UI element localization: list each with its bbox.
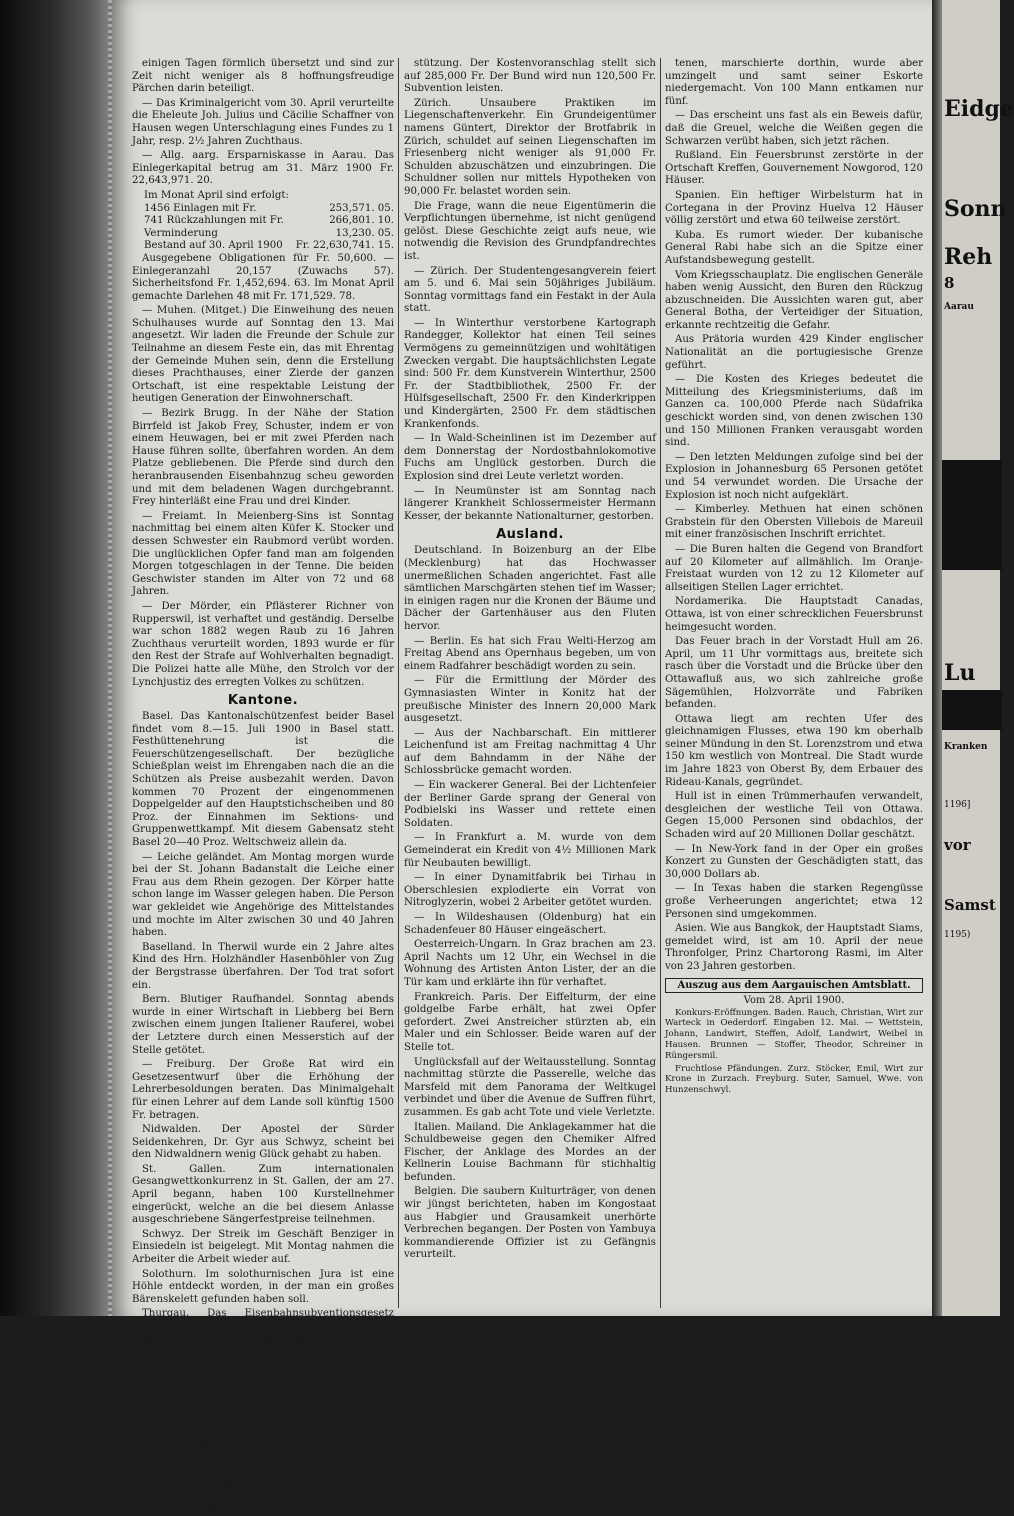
- ledger-label: 741 Rückzahlungen mit Fr.: [144, 215, 284, 227]
- gazette-notices: [665, 1008, 923, 1096]
- column-left: [132, 58, 394, 1515]
- paragraph: Belgien. Die saubern Kulturträger, von denen wir jüngst berichteten, haben im Kongostaat aus Habgier und Grausamkeit unerhörte Verbrechen begangen. Der Posten von Yambuya kommandierende Offizier ist zu Gefängnis verurteilt.: [404, 1186, 656, 1261]
- paragraph: — Aus der Nachbarschaft. Ein mittlerer Leichenfund ist am Freitag nachmittag 4 Uhr auf dem Bahndamm in der Nähe der Schlossbrücke gemacht worden.: [404, 727, 656, 777]
- ledger-value: 253,571. 05.: [329, 202, 394, 214]
- paragraph: Spanien. Ein heftiger Wirbelsturm hat in Cortegana in der Provinz Huelva 12 Häuser völlig zerstört und etwa 60 teilweise zerstört.: [665, 189, 923, 227]
- paragraph: — Die Buren halten die Gegend von Brandfort auf 20 Kilometer auf allmählich. Im Oranje-Freistaat wurden von 12 zu 12 Kilometer auf allseitigen Stellen Lager errichtet.: [665, 543, 923, 593]
- paragraph: — Der Mörder, ein Pflästerer Richner von Rupperswil, ist verhaftet und geständig. Derselbe war schon 1882 wegen Raub zu 16 Jahren Zuchthaus verurteilt worden, 1893 wurde er für den Rest der Strafe auf Wohlverhalten begnadigt. Die Polizei hatte alle Mühe, den Strolch vor der Lynchjustiz des erregten Volkes zu schützen.: [132, 600, 394, 688]
- paragraph: Basel. Das Kantonalschützenfest beider Basel findet vom 8.—15. Juli 1900 in Basel statt. Festhüttenehrung ist die Feuerschützengesellschaft. Der bezügliche Schießplan weist im Ehrengaben nach die an die Schützen als Preise ausbezahlt werden. Davon kommen 70 Prozent der eingenommenen Doppelgelder auf den Hauptstichscheiben und 80 Proz. der Einnahmen im Sektions- und Gruppenwettkampf. Mit diesem Gabensatz steht Basel 20—40 Proz. Weltschweiz allein da.: [132, 711, 394, 849]
- ledger-label: 1456 Einlagen mit Fr.: [144, 202, 257, 214]
- column-rule: [660, 58, 661, 1308]
- column-right: [665, 58, 923, 1308]
- ledger-row: [132, 228, 394, 241]
- fragment-text: Aarau: [944, 302, 974, 312]
- fragment-text: Reh: [944, 244, 993, 270]
- paragraph: Ottawa liegt am rechten Ufer des gleichnamigen Flusses, etwa 190 km oberhalb seiner Mündung in den St. Lorenzstrom und etwa 150 km westlich von Montreal. Die Stadt wurde im Jahre 1823 von Oberst By, dem Erbauer des Rideau-Kanals, gegründet.: [665, 713, 923, 788]
- paragraph: Baselland. In Therwil wurde ein 2 Jahre altes Kind des Hrn. Holzhändler Hasenböhler von Zug der Bergstrasse überfahren. Der Tod trat sofort ein.: [132, 941, 394, 991]
- ledger-row: [132, 215, 394, 228]
- gazette-date: Vom 28. April 1900.: [743, 994, 845, 1006]
- section-heading: Kantone.: [227, 693, 299, 709]
- paragraph: — Die Kosten des Krieges bedeutet die Mitteilung des Kriegsministeriums, daß im Ganzen ca. 100,000 Pferde nach Südafrika geschickt worden sind, von denen zwischen 130 und 150 Millionen Franken verausgabt worden sind.: [665, 374, 923, 449]
- column-middle: [404, 58, 656, 1308]
- paragraph: — Das Spiel mit dem Schießgewehr hat wieder ein Opfer gefordert. In Chateau d'Oex gab ein 14jähriger Knabe, der mit einem Revolver spielte, einen Schuß ab, der ein Mädchen ins Gesicht traf.: [132, 1400, 394, 1450]
- paragraph: — In einer Dynamitfabrik bei Tirhau in Oberschlesien explodierte ein Vorrat von Nitroglyzerin, wobei 2 Arbeiter getötet wurden.: [404, 872, 656, 909]
- paragraph: Frankreich. Paris. Der Eiffelturm, der eine goldgelbe Farbe erhält, hat zwei Opfer gefordert. Zwei Anstreicher stürzten ab, ein Maler und ein Schlosser. Beide waren auf der Stelle tot.: [404, 991, 656, 1053]
- fragment-text: 8: [944, 274, 955, 292]
- paragraph: — Muhen. (Mitget.) Die Einweihung des neuen Schulhauses wurde auf Sonntag den 13. Mai angesetzt. Wir laden die Freunde der Schule zur Teilnahme an diesem Feste ein, das mit Ehrentag der Gemeinde Muhen sein, denn die Erstellung dieses Prachthauses, einer Zierde der ganzen Ortschaft, ist eine respektable Leistung der heutigen Generation der Einwohnerschaft.: [132, 305, 394, 405]
- paragraph: — In Winterthur verstorbene Kartograph Randegger, Kollektor hat einen Teil seines Vermögens zu gemeinnützigen und wohltätigen Zwecken vergabt. Die hauptsächlichsten Legate sind: 500 Fr. dem Kunstverein Winterthur, 2500 Fr. der Stadtbibliothek, 2500 Fr. der Hülfsgesellschaft, 2500 Fr. den Kinderkrippen und Kindergärten, 2500 Fr. dem städtischen Krankenfonds.: [404, 317, 656, 430]
- paragraph: — In Neumünster ist am Sonntag nach längerer Krankheit Schlossermeister Hermann Kesser, der bekannte Nationalturner, gestorben.: [404, 485, 656, 522]
- paragraph: — Berlin. Es hat sich Frau Welti-Herzog am Freitag Abend ans Opernhaus begeben, um von einem Radfahrer beschädigt worden zu sein.: [404, 635, 656, 672]
- paragraph: — Freiburg. Der Große Rat wird ein Gesetzesentwurf über die Erhöhung der Lehrerbesoldungen beraten. Das Minimalgehalt für einen Lehrer auf dem Lande soll künftig 1500 Fr. betragen.: [132, 1059, 394, 1121]
- paragraph: — Ein wackerer General. Bei der Lichtenfeier der Berliner Garde sprang der General von Podbielski ins Wasser und rettete einen Soldaten.: [404, 780, 656, 829]
- fragment-text: 1195): [944, 930, 971, 940]
- fragment-text: 1196]: [944, 800, 971, 810]
- paragraph: — Bezirk Brugg. In der Nähe der Station Birrfeld ist Jakob Frey, Schuster, indem er von einem Heuwagen, bei er mit zwei Pferden nach Hause führen sollte, überfahren worden. An dem Platze gebliebenen. Die Pferde sind durch den heranbrausenden Eisenbahnzug scheu geworden und mit dem beladenen Wagen durchgebrannt. Frey hinterläßt eine Frau und drei Kinder.: [132, 408, 394, 508]
- paragraph: — Für die Ermittlung der Mörder des Gymnasiasten Winter in Konitz hat der preußische Minister des Innern 20,000 Mark ausgesetzt.: [404, 675, 656, 725]
- paragraph: — Leiche geländet. Am Montag morgen wurde bei der St. Johann Badanstalt die Leiche einer Frau aus dem Rhein gezogen. Der Körper hatte schon lange im Wasser gelegen haben. Die Person war gekleidet wie Angehörige des Mittelstandes und mochte im Alter zwischen 30 und 40 Jahren haben.: [132, 851, 394, 939]
- paragraph: — In Wildeshausen (Oldenburg) hat ein Schadenfeuer 80 Häuser eingeäschert.: [404, 912, 656, 936]
- paragraph: Hull ist in einen Trümmerhaufen verwandelt, desgleichen der westliche Teil von Ottawa. Gegen 15,000 Personen sind obdachlos, der Schaden wird auf 20 Millionen Dollar geschätzt.: [665, 791, 923, 841]
- paragraph: — Kimberley. Methuen hat einen schönen Grabstein für den Obersten Villebois de Mareuil mit einer französischen Inschrift errichtet.: [665, 504, 923, 541]
- fragment-text: vor: [944, 836, 971, 854]
- fragment-text: Samst: [944, 896, 996, 914]
- ledger-value: 266,801. 10.: [329, 215, 394, 227]
- fragment-text: Sonn: [944, 196, 1007, 222]
- paragraph: Asien. Wie aus Bangkok, der Hauptstadt Siams, gemeldet wird, ist am 10. April der neue Thronfolger, Prinz Chartorong Rasmi, im Alter von 23 Jahren gestorben.: [665, 923, 923, 972]
- ledger-value: Fr. 22,630,741. 15.: [295, 240, 394, 252]
- paragraph: Kuba. Es rumort wieder. Der kubanische General Rabi habe sich an die Spitze einer Aufstandsbewegung gestellt.: [665, 229, 923, 266]
- paragraph: — Den letzten Meldungen zufolge sind bei der Explosion in Johannesburg 65 Personen getötet und 54 verwundet worden. Die Ursache der Explosion ist noch nicht aufgeklärt.: [665, 451, 923, 501]
- paragraph: Konkurs-Eröffnungen. Baden. Rauch, Christian, Wirt zur Warteck in Oederdorf. Eingaben 12. Mai. — Wettstein, Johann, Landwirt, Steffen, Adolf, Landwirt, Weibel in Hausen. Brunnen — Stoffer, Theodor, Schreiner in Rüngersmil.: [665, 1007, 923, 1061]
- section-heading: Ausland.: [496, 527, 564, 543]
- newspaper-page: [112, 0, 932, 1515]
- ledger-label: Im Monat April sind erfolgt:: [144, 189, 289, 201]
- paragraph: tenen, marschierte dorthin, wurde aber umzingelt und samt seiner Eskorte niedergemacht. Von 100 Mann entkamen nur fünf.: [665, 58, 923, 107]
- black-ad-block: [942, 460, 1002, 570]
- paragraph: Rußland. Ein Feuersbrunst zerstörte in der Ortschaft Kreffen, Gouvernement Nowgorod, 120 Häuser.: [665, 150, 923, 187]
- paragraph: — Allg. aarg. Ersparniskasse in Aarau. Das Einlegerkapital betrug am 31. März 1900 Fr. 22,643,971. 20.: [132, 150, 394, 187]
- ledger-row: [132, 240, 394, 253]
- ledger-value: 13,230. 05.: [335, 227, 394, 239]
- paragraph: St. Gallen. Zum internationalen Gesangwettkonkurrenz in St. Gallen, der am 27. April begann, haben 100 Kurstellnehmer eingerückt, welche an die bei diesem Anlasse ausgeschriebene Sängerfestpreise teilnehmen.: [132, 1163, 394, 1226]
- paragraph: Thurgau. Das Eisenbahnsubventionsgesetz wurde mit 7441 gegen 5697 Stimmen verworfen.: [132, 1308, 394, 1332]
- paragraph: Wallis. Das Dorf Turtmann wurde von Hochwasser in bedrohliche Gefahr gebracht. Die Gemeinde Turtmann beschloß sofort die Korrektion des Baches und Errichtung eines Dammes in Angriff zu nehmen.: [132, 1452, 394, 1515]
- paragraph: — In Wald-Scheinlinen ist im Dezember auf dem Donnerstag der Nordostbahnlokomotive Fuchs am Unglück gestorben. Durch die Explosion sind drei Leute verletzt worden.: [404, 433, 656, 482]
- paragraph: — Freiamt. In Meienberg-Sins ist Sonntag nachmittag bei einem alten Küfer K. Stocker und dessen Schwester ein Raubmord verübt worden. Die unglücklichen Opfer fand man am folgenden Morgen totgeschlagen in der Tenne. Die beiden Geschwister standen im Alter von 72 und 68 Jahren.: [132, 510, 394, 598]
- paragraph: — Zürich. Der Studentengesangverein feiert am 5. und 6. Mai sein 50jähriges Jubiläum. Sonntag vormittags fand ein Festakt in der Aula statt.: [404, 265, 656, 315]
- ledger-row: [132, 190, 394, 203]
- paragraph: Zürich. Unsaubere Praktiken im Liegenschaftenverkehr. Ein Grundeigentümer namens Güntert, Direktor der Brotfabrik in Zürich, schuldet auf seinen Liegenschaften im Friesenberg nicht weniger als 91,000 Fr. Schulden abzuschätzen und einzubringen. Die Schuldner sollen nur mittels Hypotheken von 90,000 Fr. belastet worden sein.: [404, 97, 656, 197]
- paragraph: Waadt. Wenn es Forellen wären! In Moudon wurden letzter Tage an einem einzigen Nachmittage über 1000 Zentner Wellen gefangen, und zwar sowohl mit dem Netz, als mit den bloßen Händen.: [132, 1335, 394, 1397]
- ledger-row: [132, 203, 394, 216]
- paragraph: — In Frankfurt a. M. wurde von dem Gemeinderat ein Kredit von 4½ Millionen Mark für Neubauten bewilligt.: [404, 832, 656, 869]
- paragraph: — In New-York fand in der Oper ein großes Konzert zu Gunsten der Geschädigten statt, das 30,000 Dollars ab.: [665, 843, 923, 880]
- paragraph: Deutschland. In Boizenburg an der Elbe (Mecklenburg) hat das Hochwasser unermeßlichen Schaden angerichtet. Fast alle sämtlichen Marschgärten stehen tief im Wasser; in einigen ragen nur die Kronen der Bäume und Dächer der Gartenhäuser aus den Fluten hervor.: [404, 545, 656, 632]
- column-rule: [398, 58, 399, 1308]
- ledger-label: Bestand auf 30. April 1900: [144, 240, 283, 252]
- black-ad-block: [942, 690, 1002, 730]
- paragraph: — Das erscheint uns fast als ein Beweis dafür, daß die Greuel, welche die Weißen gegen die Schwarzen verübt haben, sich jetzt rächen.: [665, 110, 923, 147]
- paragraph: Solothurn. Im solothurnischen Jura ist eine Höhle entdeckt worden, in der man ein großes Bärenskelett gefunden haben soll.: [132, 1268, 394, 1305]
- paragraph: stützung. Der Kostenvoranschlag stellt sich auf 285,000 Fr. Der Bund wird nun 120,500 Fr. Subvention leisten.: [404, 58, 656, 95]
- book-binding: [0, 0, 112, 1316]
- paragraph: Die Frage, wann die neue Eigentümerin die Verpflichtungen übernehme, ist nicht genügend gelöst. Diese Geschichte zeigt aufs neue, wie notwendig die Revision des Grundpfandrechtes ist.: [404, 200, 656, 262]
- ledger-label: Verminderung: [144, 227, 218, 239]
- paragraph: Fruchtlose Pfändungen. Zurz. Stöcker, Emil, Wirt zur Krone in Zurzach. Freyburg. Suter, Samuel, Wwe. von Hunzenschwyl.: [665, 1063, 923, 1096]
- fragment-text: Eidge: [944, 96, 1014, 122]
- paragraph: — In Texas haben die starken Regengüsse große Verheerungen angerichtet; etwa 12 Personen sind umgekommen.: [665, 883, 923, 920]
- paragraph: Ausgegebene Obligationen für Fr. 50,600. — Einlegeranzahl 20,157 (Zuwachs 57). Sicherheitsfond Fr. 1,452,694. 63. Im Monat April gemachte Darlehen 48 mit Fr. 171,529. 78.: [132, 252, 394, 302]
- paragraph: Unglücksfall auf der Weltausstellung. Sonntag nachmittag stürzte die Passerelle, welche das Marsfeld mit dem Panorama der Weltkugel verbindet und über die Avenue de Suffren führt, zusammen. Es gab acht Tote und viele Verletzte.: [404, 1056, 656, 1118]
- paragraph: — Das Kriminalgericht vom 30. April verurteilte die Eheleute Joh. Julius und Cäcilie Schaffner von Hausen wegen Unterschlagung eines Fundes zu 1 Jahr, resp. 2½ Jahren Zuchthaus.: [132, 97, 394, 147]
- adjacent-page-fragment: [932, 0, 1014, 1316]
- paragraph: Aus Prätoria wurden 429 Kinder englischer Nationalität an die portugiesische Grenze geführt.: [665, 334, 923, 371]
- paragraph: einigen Tagen förmlich übersetzt und sind zur Zeit nicht weniger als 8 hoffnungsfreudige Pärchen darin beteiligt.: [132, 58, 394, 95]
- paragraph: Oesterreich-Ungarn. In Graz brachen am 23. April Nachts um 12 Uhr, ein Wechsel in die Wohnung des Artisten Anton Lister, der an die Tür kam und erklärte ihn für verhaftet.: [404, 939, 656, 988]
- official-gazette-heading: Auszug aus dem Aargauischen Amtsblatt.: [665, 978, 923, 993]
- fragment-text: Kranken: [944, 742, 988, 752]
- page-gutter-shadow: [932, 0, 942, 1316]
- paragraph: Italien. Mailand. Die Anklagekammer hat die Schuldbeweise gegen den Chemiker Alfred Fischer, der Anklage des Mordes an der Kellnerin Louise Bachmann für stichhaltig befunden.: [404, 1121, 656, 1183]
- paragraph: Vom Kriegsschauplatz. Die englischen Generäle haben wenig Aussicht, den Buren den Rückzug abzuschneiden. Die Aussichten waren gut, aber General Botha, der Verteidiger der Situation, erkannte rechtzeitig die Gefahr.: [665, 269, 923, 331]
- paragraph: Schwyz. Der Streik im Geschäft Benziger in Einsiedeln ist beigelegt. Mit Montag nahmen die Arbeiter die Arbeit wieder auf.: [132, 1228, 394, 1266]
- paragraph: Bern. Blutiger Raufhandel. Sonntag abends wurde in einer Wirtschaft in Liebberg bei Bern zwischen einem jungen Italiener Rauferei, wobei der Letztere durch einen Messerstich auf der Stelle getötet.: [132, 994, 394, 1056]
- paragraph: Das Feuer brach in der Vorstadt Hull am 26. April, um 11 Uhr vormittags aus, breitete sich rasch über die Vorstadt und die Brücke über den Ottawafluß aus, wo sich zahlreiche große Sägemühlen, Holzvorräte und Fabriken befanden.: [665, 636, 923, 711]
- paragraph: Nordamerika. Die Hauptstadt Canadas, Ottawa, ist von einer schrecklichen Feuersbrunst heimgesucht worden.: [665, 596, 923, 633]
- fragment-text: Lu: [944, 660, 976, 686]
- paragraph: Nidwalden. Der Apostel der Sürder Seidenkehren, Dr. Gyr aus Schwyz, scheint bei den Nidwaldnern wenig Glück gehabt zu haben.: [132, 1124, 394, 1161]
